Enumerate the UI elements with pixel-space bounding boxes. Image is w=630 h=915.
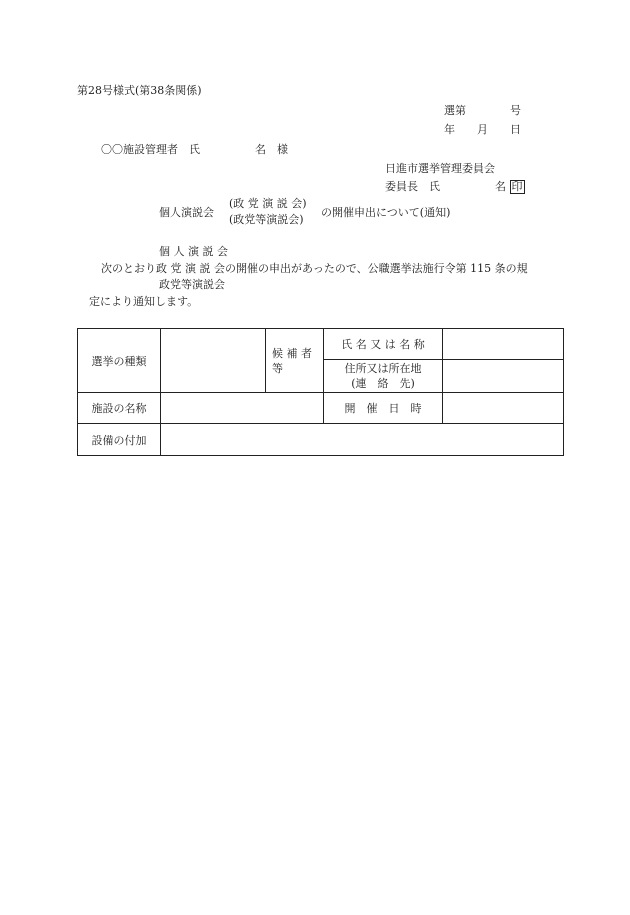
sender-title — [385, 180, 525, 194]
facility-name-label: 施設の名称 — [78, 393, 161, 424]
candidate-label — [266, 329, 324, 393]
datetime-value — [443, 393, 564, 424]
equipment-label: 設備の付加 — [78, 424, 161, 456]
subject-suffix: の開催申出について(通知) — [321, 206, 451, 219]
body-stack-line-1: 個 人 演 説 会 — [159, 245, 228, 258]
body-line-2: 定により通知します。 — [89, 295, 199, 308]
doc-number: 選第 号 — [444, 104, 521, 117]
body-line-1 — [101, 262, 528, 276]
sender-org: 日進市選挙管理委員会 — [385, 162, 495, 175]
application-table — [77, 328, 564, 456]
address-label — [324, 360, 443, 393]
name-label: 氏 名 又 は 名 称 — [324, 329, 443, 360]
addressee: 〇〇施設管理者 氏 名 様 — [101, 143, 288, 156]
equipment-value — [161, 424, 564, 456]
name-value — [443, 329, 564, 360]
sender-name-line: 委員長 氏 名 — [385, 180, 506, 193]
form-number: 第28号様式(第38条関係) — [77, 84, 202, 97]
candidate-label-line-2: 等 — [272, 361, 283, 375]
body-stack-line-3: 政党等演説会 — [159, 278, 225, 291]
candidate-label-line-1: 候 補 者 — [272, 346, 312, 360]
address-label-line-2: (連 絡 先) — [351, 377, 415, 390]
election-type-label: 選挙の種類 — [78, 329, 161, 393]
subject-option-1: (政 党 演 説 会) — [229, 197, 307, 210]
body-rest: の開催の申出があったので、公職選挙法施行令第 115 条の規 — [225, 262, 528, 275]
datetime-label: 開 催 日 時 — [324, 393, 443, 424]
doc-date: 年 月 日 — [444, 123, 521, 136]
body-stack-line-2: 政 党 演 説 会 — [156, 262, 225, 275]
facility-name-value — [161, 393, 324, 424]
address-value — [443, 360, 564, 393]
body-lead: 次のとおり — [101, 262, 156, 275]
election-type-value — [161, 329, 266, 393]
seal-stamp: 印 — [511, 180, 523, 193]
subject-option-2: (政党等演説会) — [229, 213, 304, 226]
subject-prefix: 個人演説会 — [159, 206, 214, 219]
address-label-line-1: 住所又は所在地 — [344, 362, 422, 375]
